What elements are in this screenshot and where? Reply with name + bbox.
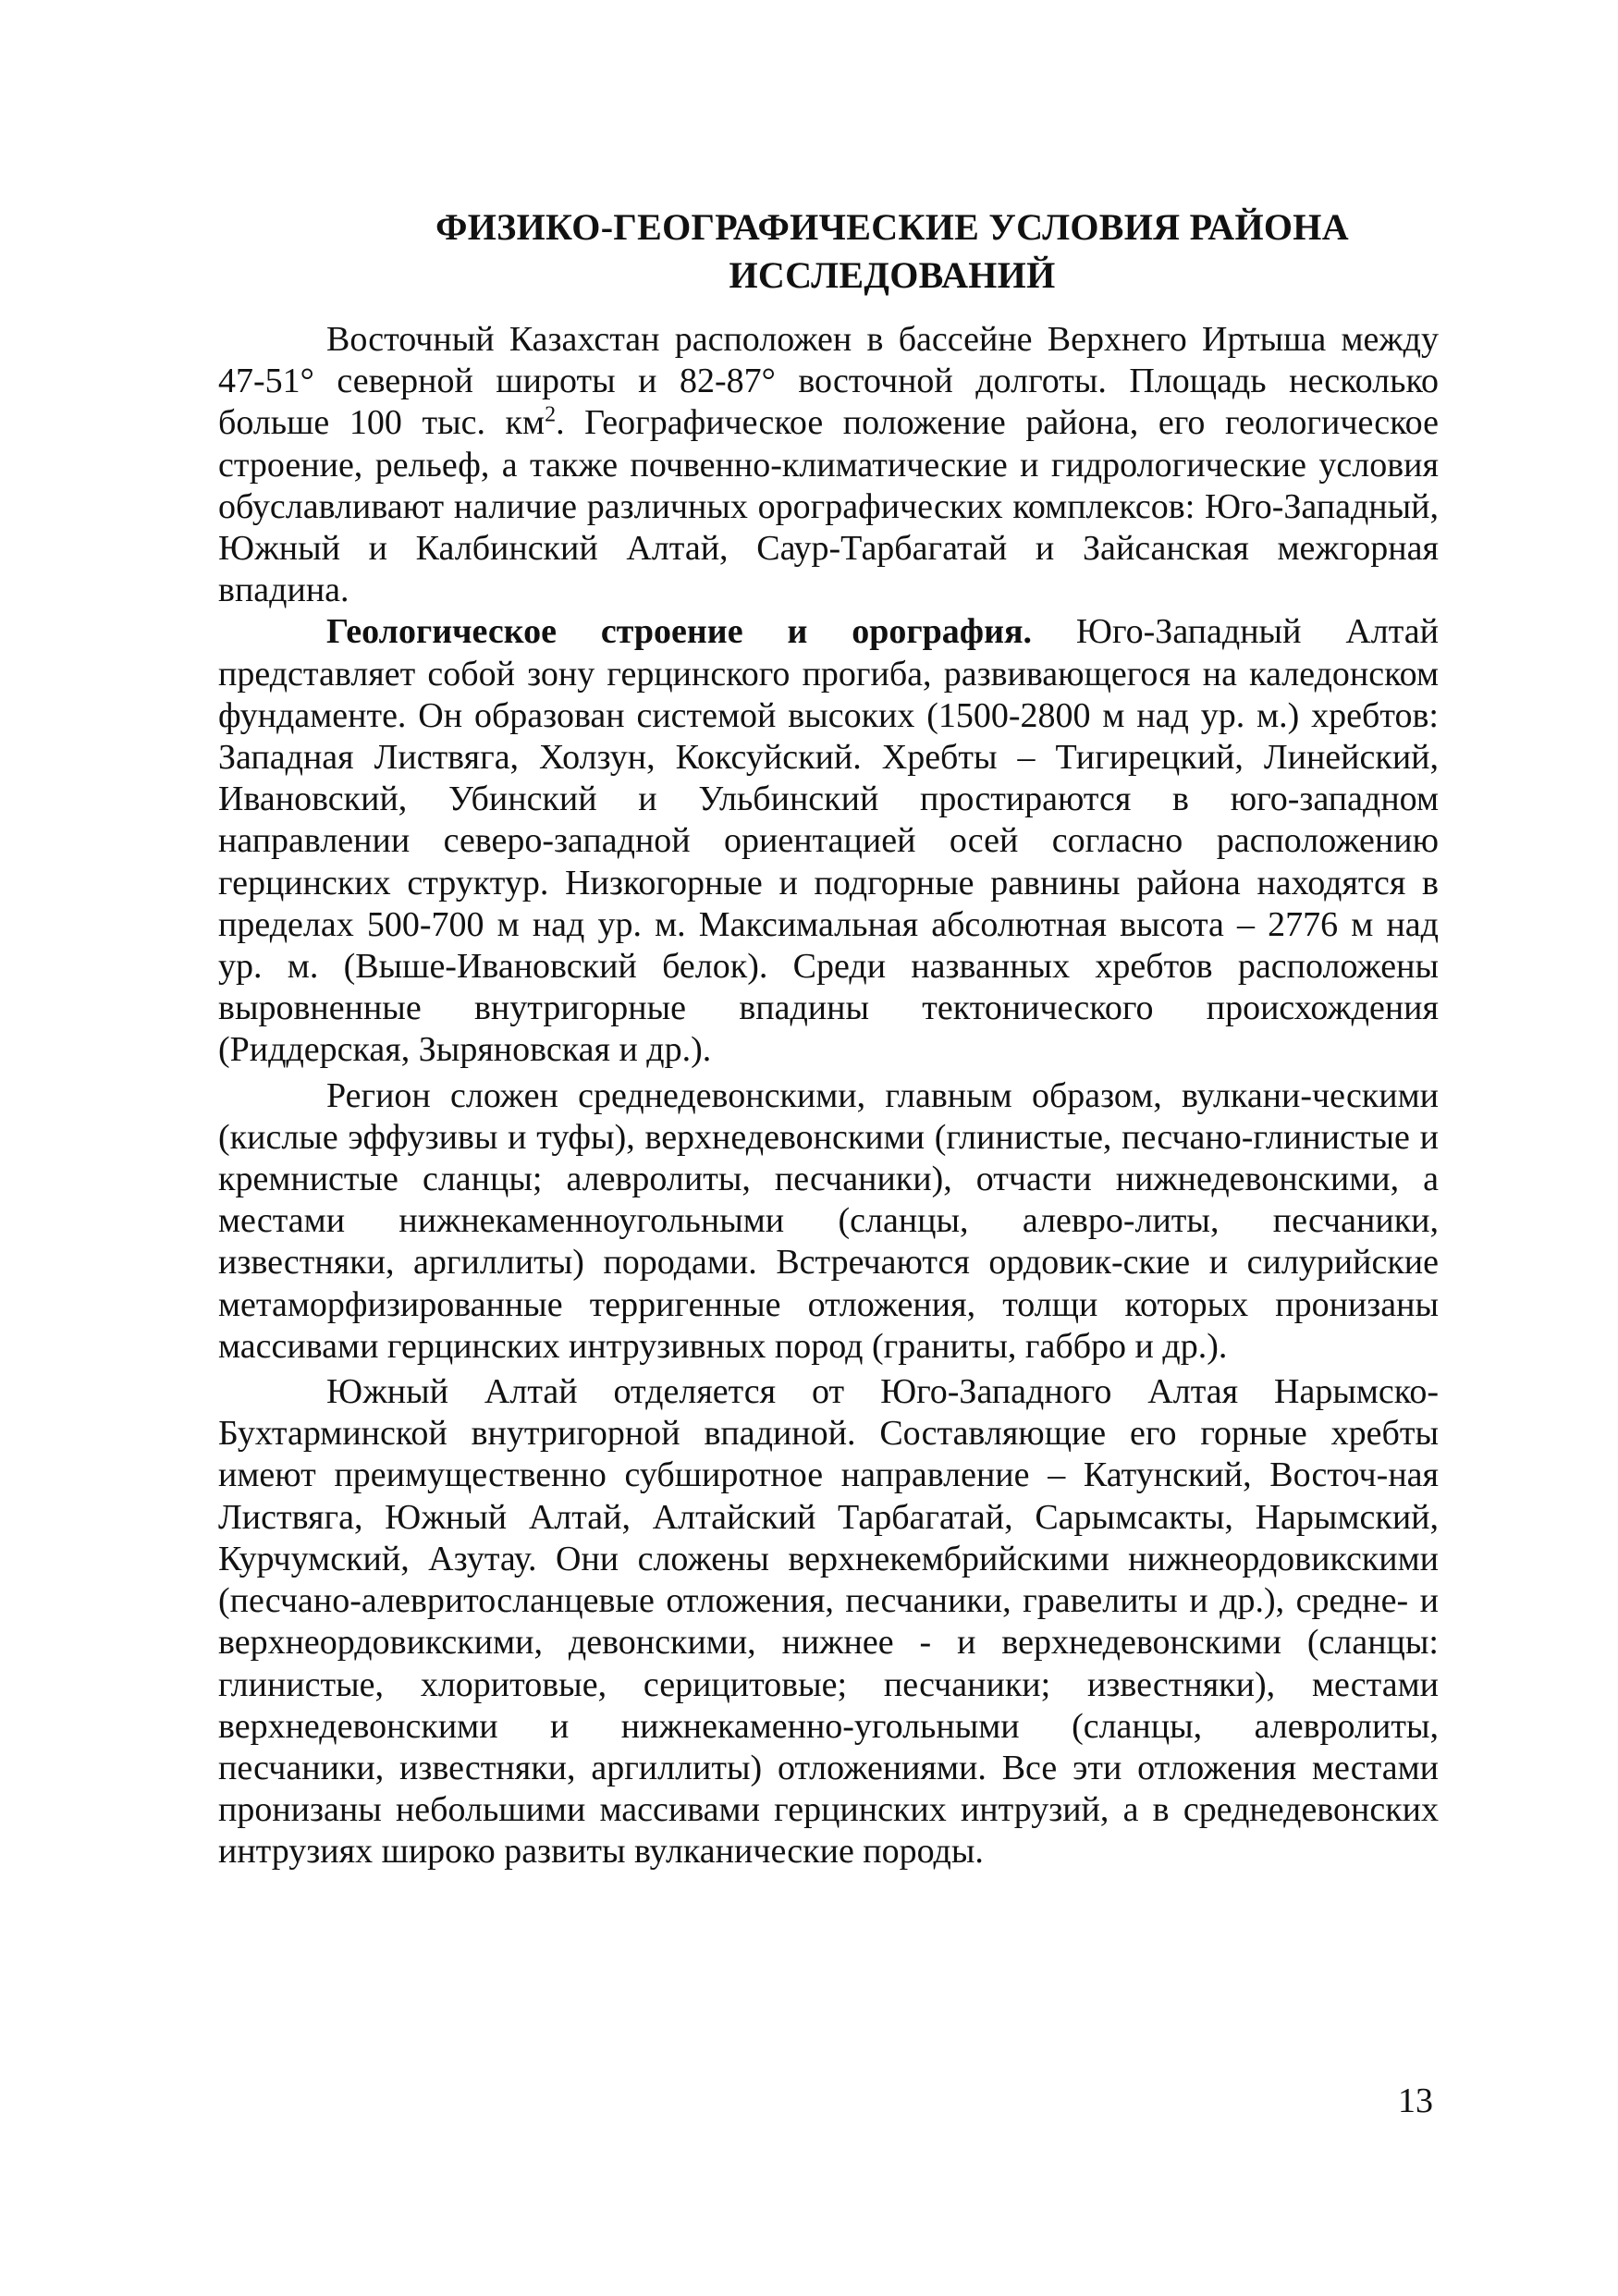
paragraph-intro-text-cont: . Географическое положение района, его геологическое строение, рельеф, а также почвенно-климатические и гидрологические условия обуславливают наличие различных орографических комплексов: Юго-Западный, Южный и Калбинский Алтай, Саур-Тарбагатай и Зайсанская межгорная впадина. <box>218 403 1439 610</box>
page-title <box>365 203 1419 300</box>
paragraph-geology-text: Юго-Западный Алтай представляет собой зону герцинского прогиба, развивающегося на каледонском фундаменте. Он образован системой высоких (1500-2800 м над ур. м.) хребтов: Западная Листвяга, Холзун, Коксуйский. Хребты – Тигирецкий, Линейский, Ивановский, Убинский и Ульбинский простираются в юго-западном направлении северо-западной ориентацией осей согласно расположению герцинских структур. Низкогорные и подгорные равнины района находятся в пределах 500-700 м над ур. м. Максимальная абсолютная высота – 2776 м над ур. м. (Выше-Ивановский белок). Среди названных хребтов расположены выровненные внутригорные впадины тектонического происхождения (Риддерская, Зыряновская и др.). <box>218 612 1440 1070</box>
paragraph-south-altai: Южный Алтай отделяется от Юго-Западного Алтая Нарымско-Бухтарминской внутригорной впадиной. Составляющие его горные хребты имеют преимущественно субширотное направление – Катунский, Восточ-ная Листвяга, Южный Алтай, Алтайский Тарбагатай, Сарымсакты, Нарымский, Курчумский, Азутау. Они сложены верхнекембрийскими нижнеордовикскими (песчано-алевритосланцевые отложения, песчаники, гравелиты и др.), средне- и верхнеордовикскими, девонскими, нижнее - и верхнедевонскими (сланцы: глинистые, хлоритовые, серицитовые; песчаники; известняки), местами верхнедевонскими и нижнекаменно-угольными (сланцы, алевролиты, песчаники, известняки, аргиллиты) отложениями. Все эти отложения местами пронизаны небольшими массивами герцинских интрузий, а в среднедевонских интрузиях широко развиты вулканические породы. <box>218 1372 1439 1872</box>
section-heading-geology: Геологическое строение и орография. <box>326 612 1033 652</box>
page-title-line-2: ИССЛЕДОВАНИЙ <box>729 254 1056 296</box>
paragraph-region: Регион сложен среднедевонскими, главным образом, вулкани-ческими (кислые эффузивы и туфы), верхнедевонскими (глинистые, песчано-глинистые и кремнистые сланцы; алевролиты, песчаники), отчасти нижнедевонскими, а местами нижнекаменноугольными (сланцы, алевро-литы, песчаники, известняки, аргиллиты) породами. Встречаются ордовик-ские и силурийские метаморфизированные терригенные отложения, толщи которых пронизаны массивами герцинских интрузивных пород (граниты, габбро и др.). <box>218 1075 1439 1366</box>
paragraph-intro-text: Восточный Казахстан расположен в бассейне Верхнего Иртыша между 47-51° северной широты и 82-87° восточной долготы. Площадь несколько больше 100 тыс. км <box>218 320 1439 443</box>
paragraph-intro <box>218 319 1439 611</box>
page-number: 13 <box>1398 2081 1433 2120</box>
body-text <box>218 319 1439 1873</box>
page-title-line-1: ФИЗИКО-ГЕОГРАФИЧЕСКИЕ УСЛОВИЯ РАЙОНА <box>435 206 1349 248</box>
superscript-square: 2 <box>545 402 557 427</box>
paragraph-geology <box>218 611 1439 1071</box>
